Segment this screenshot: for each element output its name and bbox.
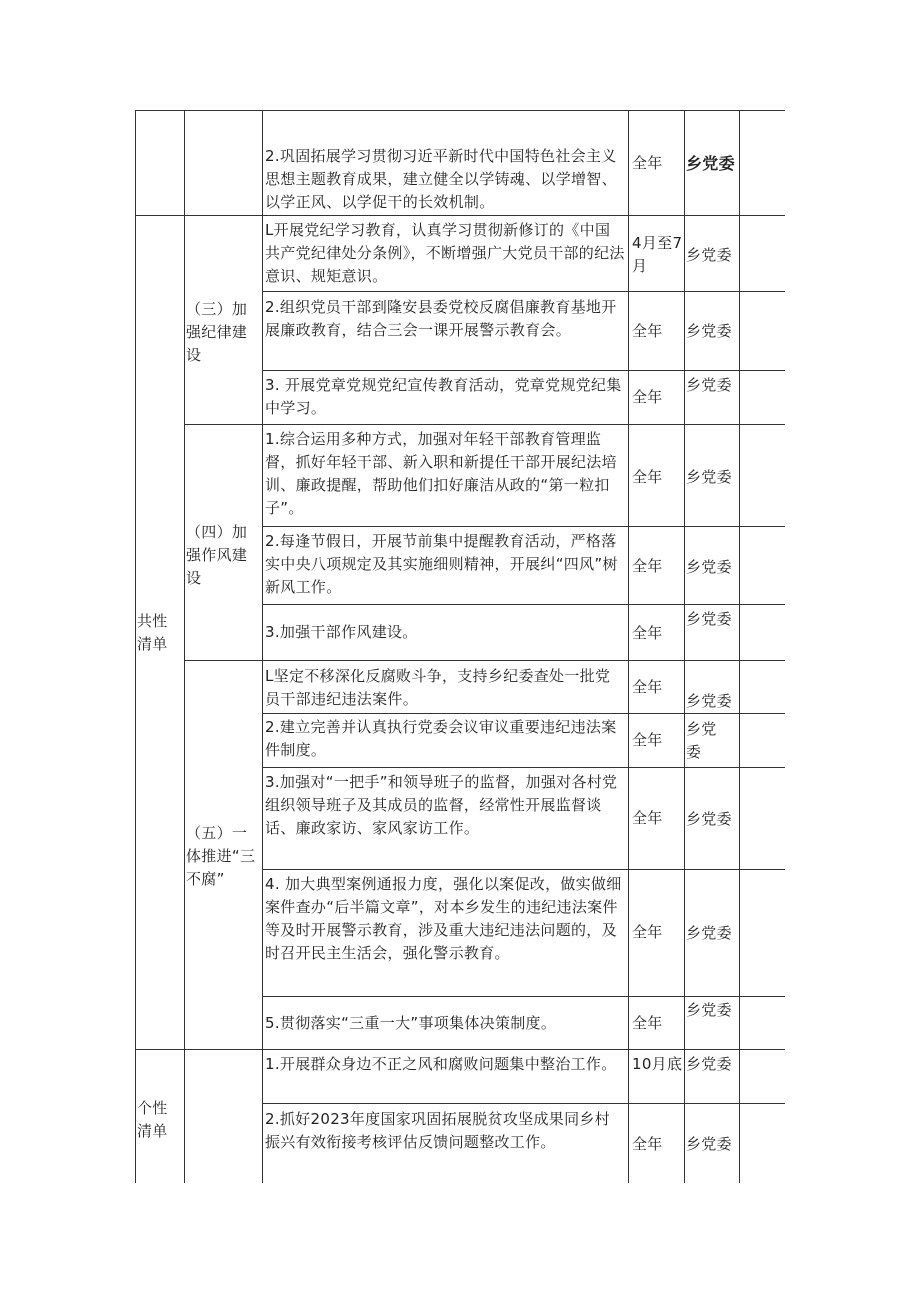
table-row-time: 全年 <box>632 624 663 642</box>
table-row-owner: 乡党委 <box>686 1055 732 1073</box>
table-row-owner: 乡党委 <box>686 154 735 173</box>
table-row-time: 全年 <box>632 468 663 486</box>
table-row-owner: 乡党委 <box>686 810 732 828</box>
table-row-time: 全年 <box>632 923 663 941</box>
table-row-time: 10月底 <box>632 1055 683 1073</box>
table-row-item: L开展党纪学习教育，认真学习贯彻新修订的《中国共产党纪律处分条例》，不断增强广大党员干部的纪法意识、规矩意识。 <box>265 221 625 285</box>
table-row-time: 全年 <box>632 809 663 827</box>
table-row-item: 1.综合运用多种方式，加强对年轻干部教育管理监督，抓好年轻干部、新入职和新提任干部开展纪法培训、廉政提醒，帮助他们扣好廉洁从政的“第一粒扣子”。 <box>265 430 617 517</box>
table-row-owner: 乡党委 <box>686 558 732 576</box>
section-label-discipline: （三）加强纪律建设 <box>186 300 248 364</box>
section-label-style: （四）加强作风建设 <box>186 523 248 587</box>
table-row-owner: 乡党委 <box>686 720 717 761</box>
table-row-owner: 乡党委 <box>686 1001 732 1019</box>
table-row-item: 3.加强对“一把手”和领导班子的监督，加强对各村党组织领导班子及其成员的监督，经常性开展监督谈话、廉政家访、家风家访工作。 <box>265 773 618 837</box>
section-label-three-no-corruption: （五）一体推进“三不腐” <box>186 824 256 888</box>
table-row-owner: 乡党委 <box>686 692 732 710</box>
table-row-owner: 乡党委 <box>686 376 732 394</box>
table-row-time: 全年 <box>632 678 663 696</box>
table-row-item: 3. 开展党章党规党纪宣传教育活动，党章党规党纪集中学习。 <box>265 376 622 417</box>
table-row-item: L坚定不移深化反腐败斗争，支持乡纪委查处一批党员干部违纪违法案件。 <box>265 667 611 708</box>
table-row-item: 3.加强干部作风建设。 <box>265 623 418 641</box>
table-row-owner: 乡党委 <box>686 1135 732 1153</box>
table-row-time: 全年 <box>632 154 663 172</box>
table-row-time: 全年 <box>632 731 663 749</box>
table-row-owner: 乡党委 <box>686 246 732 264</box>
table-row-time: 全年 <box>632 322 663 340</box>
table-row-owner: 乡党委 <box>686 322 732 340</box>
table-row-time: 4月至7月 <box>632 234 683 275</box>
table-row-owner: 乡党委 <box>686 610 732 628</box>
table-row-item: 1.开展群众身边不正之风和腐败问题集中整治工作。 <box>265 1055 617 1073</box>
table-row-time: 全年 <box>632 1135 663 1153</box>
table-row-item: 2.每逢节假日，开展节前集中提醒教育活动，严格落实中央八项规定及其实施细则精神，开展纠“四风”树新风工作。 <box>265 532 618 596</box>
table-row-item: 2.组织党员干部到隆安县委党校反腐倡廉教育基地开展廉政教育，结合三会一课开展警示教育会。 <box>265 298 617 339</box>
table-row-time: 全年 <box>632 388 663 406</box>
table-row-item: 2.巩固拓展学习贯彻习近平新时代中国特色社会主义思想主题教育成果，建立健全以学铸魂、以学增智、以学正风、以学促干的长效机制。 <box>265 147 617 211</box>
table-row-time: 全年 <box>632 1014 663 1032</box>
table-row-time: 全年 <box>632 557 663 575</box>
table-row-item: 5.贯彻落实“三重一大”事项集体决策制度。 <box>265 1014 557 1032</box>
table-row-owner: 乡党委 <box>686 468 732 486</box>
group-label-common: 共性清单 <box>137 612 168 653</box>
table-row-item: 4. 加大典型案例通报力度，强化以案促改，做实做细案件查办“后半篇文章”，对本乡发生的违纪违法案件等及时开展警示教育，涉及重大违纪违法问题的，及时召开民主生活会，强化警示教育。 <box>265 875 622 962</box>
table-row-owner: 乡党委 <box>686 924 732 942</box>
table-row-item: 2.建立完善并认真执行党委会议审议重要违纪违法案件制度。 <box>265 718 617 759</box>
group-label-individual: 个性清单 <box>137 1099 168 1140</box>
table-row-item: 2.抓好2023年度国家巩固拓展脱贫攻坚成果同乡村振兴有效衔接考核评估反馈问题整改工作。 <box>265 1110 610 1151</box>
